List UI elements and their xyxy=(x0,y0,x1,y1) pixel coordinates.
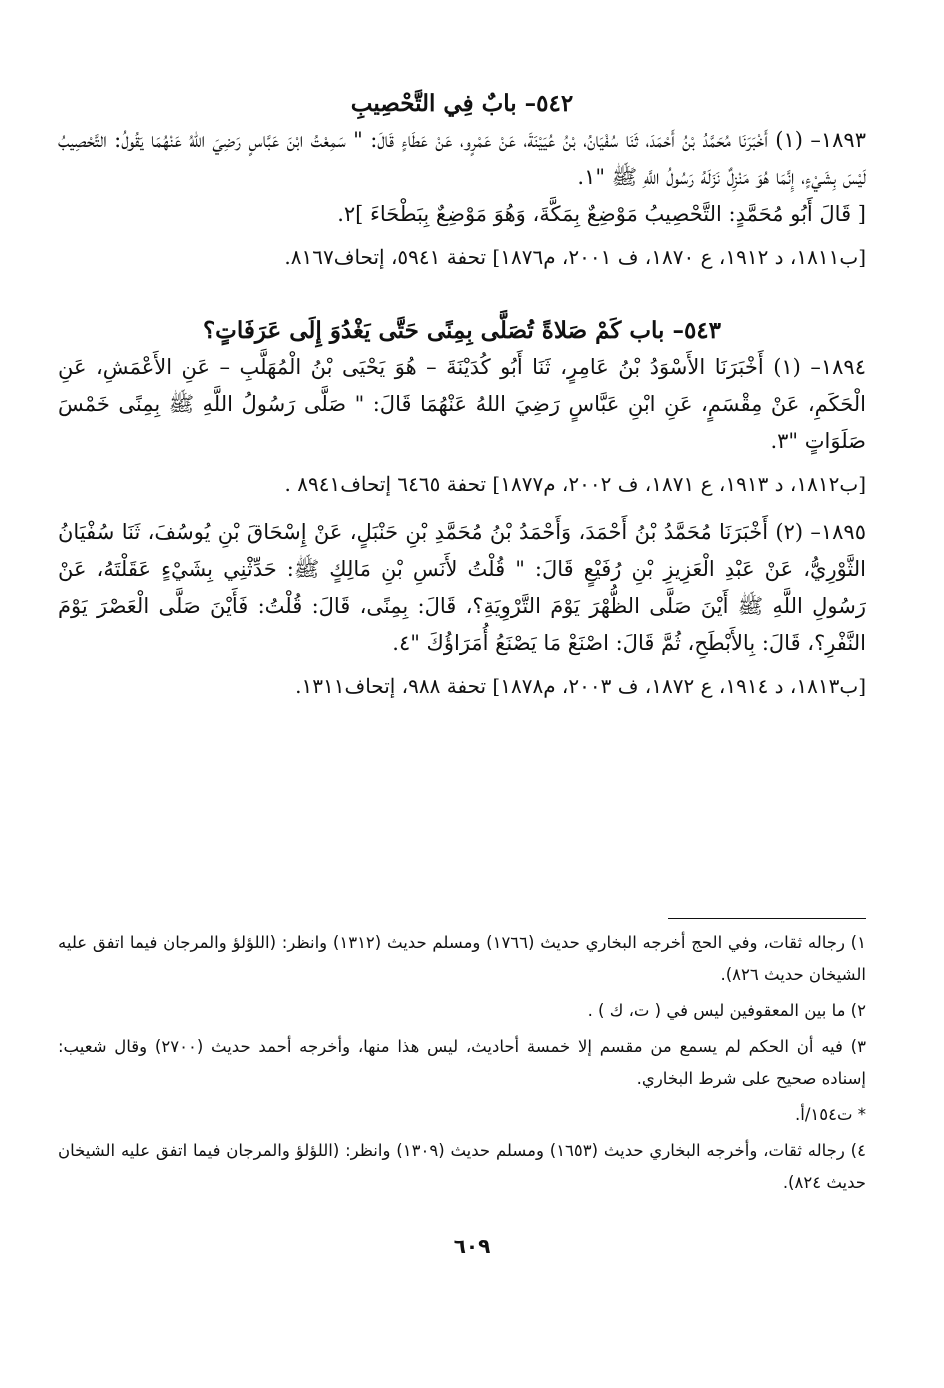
page-number: ٦٠٩ xyxy=(453,1234,491,1258)
chapter-heading-543: ٥٤٣– باب كَمْ صَلاةً تُصَلَّى بِمِنًى حَتَّى يَغْدُوَ إِلَى عَرَفَاتٍ؟ xyxy=(202,317,722,344)
reference-1895: [ب١٨١٣، د ١٩١٤، ع ١٨٧٢، ف ٢٠٠٣، م١٨٧٨] تحفة ٩٨٨، إتحاف١٣١١. xyxy=(295,674,866,698)
reference-1893: [ب١٨١١، د ١٩١٢، ع ١٨٧٠، ف ٢٠٠١، م١٨٧٦] تحفة ٥٩٤١، إتحاف٨١٦٧. xyxy=(284,245,866,269)
hadith-1893: ١٨٩٣– (١) أَخْبَرَنَا مُحَمَّدُ بْنُ أَحْمَدَ، ثَنَا سُفْيَانُ، بْنُ عُيَيْنَةَ، عَنْ عَمْرٍو، عَنْ عَطَاءٍ قَالَ: " سَمِعْتُ ابْنَ عَبَّاسٍ رَضِيَ اللهُ عَنْهُمَا يَقُولُ: التَّحْصِيبُ لَيْسَ بِشَيْءٍ، إِنَّمَا هُوَ مَنْزِلٌ نَزَلَهُ رَسُولُ اللَّهِ ﷺ "١. xyxy=(58,128,866,189)
reference-1894: [ب١٨١٢، د ١٩١٣، ع ١٨٧١، ف ٢٠٠٢، م١٨٧٧] تحفة ٦٤٦٥ إتحاف٨٩٤١ . xyxy=(284,472,866,496)
folio-marker: * ت١٥٤/أ. xyxy=(794,1105,866,1124)
editor-note-1893: [ قَالَ أَبُو مُحَمَّدٍ: التَّحْصِيبُ مَوْضِعٌ بِمَكَّةَ، وَهُوَ مَوْضِعٌ بِبَطْحَاءَ ]٢. xyxy=(337,202,866,226)
footnote-divider xyxy=(668,918,866,919)
paragraph-gap xyxy=(58,502,866,514)
footnote-1: ١) رجاله ثقات، وفي الحج أخرجه البخاري حديث (١٧٦٦) ومسلم حديث (١٣١٢) وانظر: (اللؤلؤ والمرجان فيما اتفق عليه الشيخان حديث ٨٢٦). xyxy=(58,933,866,984)
footnote-2: ٢) ما بين المعقوفين ليس في ( ت، ك ) . xyxy=(587,1001,866,1020)
hadith-1895: ١٨٩٥– (٢) أَخْبَرَنَا مُحَمَّدُ بْنُ أَحْمَدَ، وَأَحْمَدُ بْنُ مُحَمَّدِ بْنِ حَنْبَلٍ، عَنْ إِسْحَاقَ بْنِ يُوسُفَ، ثَنَا سُفْيَانُ الثَّوْرِيُّ، عَنْ عَبْدِ الْعَزِيزِ بْنِ رُفَيْعٍ قَالَ: " قُلْتُ لأَنَسِ بْنِ مَالِكٍ ﷺ: حَدِّثْنِي بِشَيْءٍ عَقَلْتَهُ، عَنْ رَسُولِ اللَّهِ ﷺ أَيْنَ صَلَّى الظُّهْرَ يَوْمَ التَّرْوِيَةِ؟، قَالَ: بِمِنًى، قَالَ: قُلْتُ: فَأَيْنَ صَلَّى الْعَصْرَ يَوْمَ النَّفْرِ؟، قَالَ: بِالأَبْطَحِ، ثُمَّ قَالَ: اصْنَعْ مَا يَصْنَعُ أُمَرَاؤُكَ "٤. xyxy=(58,520,866,655)
footnote-3: ٣) فيه أن الحكم لم يسمع من مقسم إلا خمسة أحاديث، ليس هذا منها، وأخرجه أحمد حديث (٢٧٠٠) وقال شعيب: إسناده صحيح على شرط البخاري. xyxy=(58,1037,866,1088)
hadith-1894: ١٨٩٤– (١) أَخْبَرَنَا الأَسْوَدُ بْنُ عَامِرٍ، ثَنَا أَبُو كُدَيْنَةَ – هُوَ يَحْيَى بْنُ الْمُهَلَّبِ – عَنِ الأَعْمَشِ، عَنِ الْحَكَمِ، عَنْ مِقْسَمٍ، عَنِ ابْنِ عَبَّاسٍ رَضِيَ اللهُ عَنْهُمَا قَالَ: " صَلَّى رَسُولُ اللَّهِ ﷺ بِمِنًى خَمْسَ صَلَوَاتٍ "٣. xyxy=(58,355,866,453)
section-gap xyxy=(58,275,866,313)
footnotes xyxy=(58,918,866,1203)
main-text xyxy=(58,86,866,704)
footnote-4: ٤) رجاله ثقات، وأخرجه البخاري حديث (١٦٥٣) ومسلم حديث (١٣٠٩) وانظر: (اللؤلؤ والمرجان فيما اتفق عليه الشيخان حديث ٨٢٤). xyxy=(58,1141,866,1192)
chapter-heading-542: ٥٤٢– بابٌ فِي التَّحْصِيبِ xyxy=(350,90,574,117)
